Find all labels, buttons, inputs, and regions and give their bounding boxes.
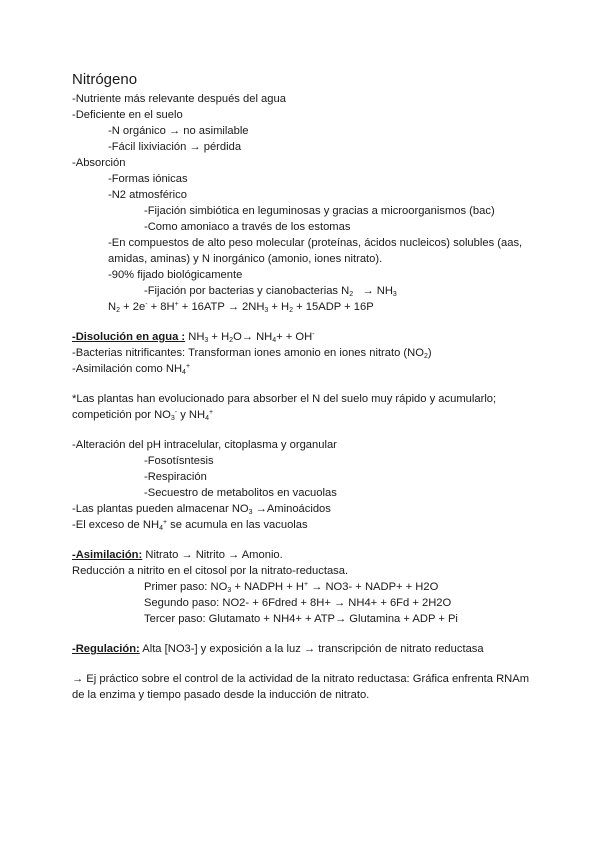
line-reduccion: Reducción a nitrito en el citosol por la nitrato-reductasa. [72,565,349,577]
document-page [72,70,542,703]
line-regulacion: -Regulación: Alta [NO3-] y exposición a la luz → transcripción de nitrato reductasa [72,643,484,655]
line-fijacion-simbiotica: -Fijación simbiótica en leguminosas y gracias a microorganismos (bac) [144,205,495,217]
line-disolucion: -Disolución en agua : $NH_3 + H_2O\to NH_4+ + OH^-$ [72,331,315,344]
line-fijacion-bacterias: -Fijación por bacterias y cianobacterias $N_2$ → $NH_3$ [144,285,397,298]
equation-fijacion: $N_2 + 2e^- + 8H^+ + 16ATP \to 2NH_3 + H_2 + 15ADP + 16P$ [108,301,374,314]
line-lixiviacion: -Fácil lixiviación → pérdida [108,141,242,153]
line-asimilacion-nh4: -Asimilación como $NH_4^+$ [72,363,191,376]
line-asimilacion: -Asimilación: Nitrato → Nitrito → Amonio. [72,549,283,561]
line-n-organico: -N orgánico → no asimilable [108,125,249,137]
line-90-fijado: -90% fijado biológicamente [108,269,243,281]
line-tercer-paso: Tercer paso: Glutamato + NH4+ + ATP→ Glutamina + ADP + Pi [144,613,458,625]
line-nutriente: -Nutriente más relevante después del agua [72,93,286,105]
line-compuestos: -En compuestos de alto peso molecular (proteínas, ácidos nucleicos) solubles (aas, amidas, aminas) y N inorgánico (amonio, iones nitrato). [108,237,523,265]
line-alteracion-ph: -Alteración del pH intracelular, citoplasma y organular [72,439,337,451]
line-primer-paso: Primer paso: $NO_3$ + NADPH + H+ → NO3- + NADP+ + H2O [144,581,439,594]
heading-asimilacion: -Asimilación: [72,549,143,561]
heading-disolucion: -Disolución en agua : [72,331,186,343]
line-secuestro: -Secuestro de metabolitos en vacuolas [144,487,337,499]
page-title: Nitrógeno [72,71,138,88]
line-exceso-nh4: -El exceso de $NH_4^+$ se acumula en las vacuolas [72,519,308,532]
line-absorcion: -Absorción [72,157,126,169]
line-ejemplo-practico: → Ej práctico sobre el control de la actividad de la nitrato reductasa: Gráfica enfrenta RNAm de la enzima y tiempo pasado desde la inducción de nitrato. [72,673,530,701]
line-respiracion: -Respiración [144,471,207,483]
line-fotosintesis: -Fosotísntesis [144,455,214,467]
line-almacenar-no3: -Las plantas pueden almacenar $NO_3$ →Aminoácidos [72,503,331,516]
line-segundo-paso: Segundo paso: NO2- + 6Fdred + 8H+ → NH4+ + 6Fd + 2H2O [144,597,452,609]
line-formas-ionicas: -Formas iónicas [108,173,188,185]
line-n2-atmosferico: -N2 atmosférico [108,189,187,201]
line-amoniaco-estomas: -Como amoniaco a través de los estomas [144,221,351,233]
line-deficiente: -Deficiente en el suelo [72,109,183,121]
heading-regulacion: -Regulación: [72,643,140,655]
note-plantas: *Las plantas han evolucionado para absorber el N del suelo muy rápido y acumularlo; competición por $NO_3^-$ y $NH_4^+$ [72,393,497,422]
line-bacterias-nitrificantes: -Bacterias nitrificantes: Transforman iones amonio en iones nitrato $(NO_2)$ [72,347,432,360]
